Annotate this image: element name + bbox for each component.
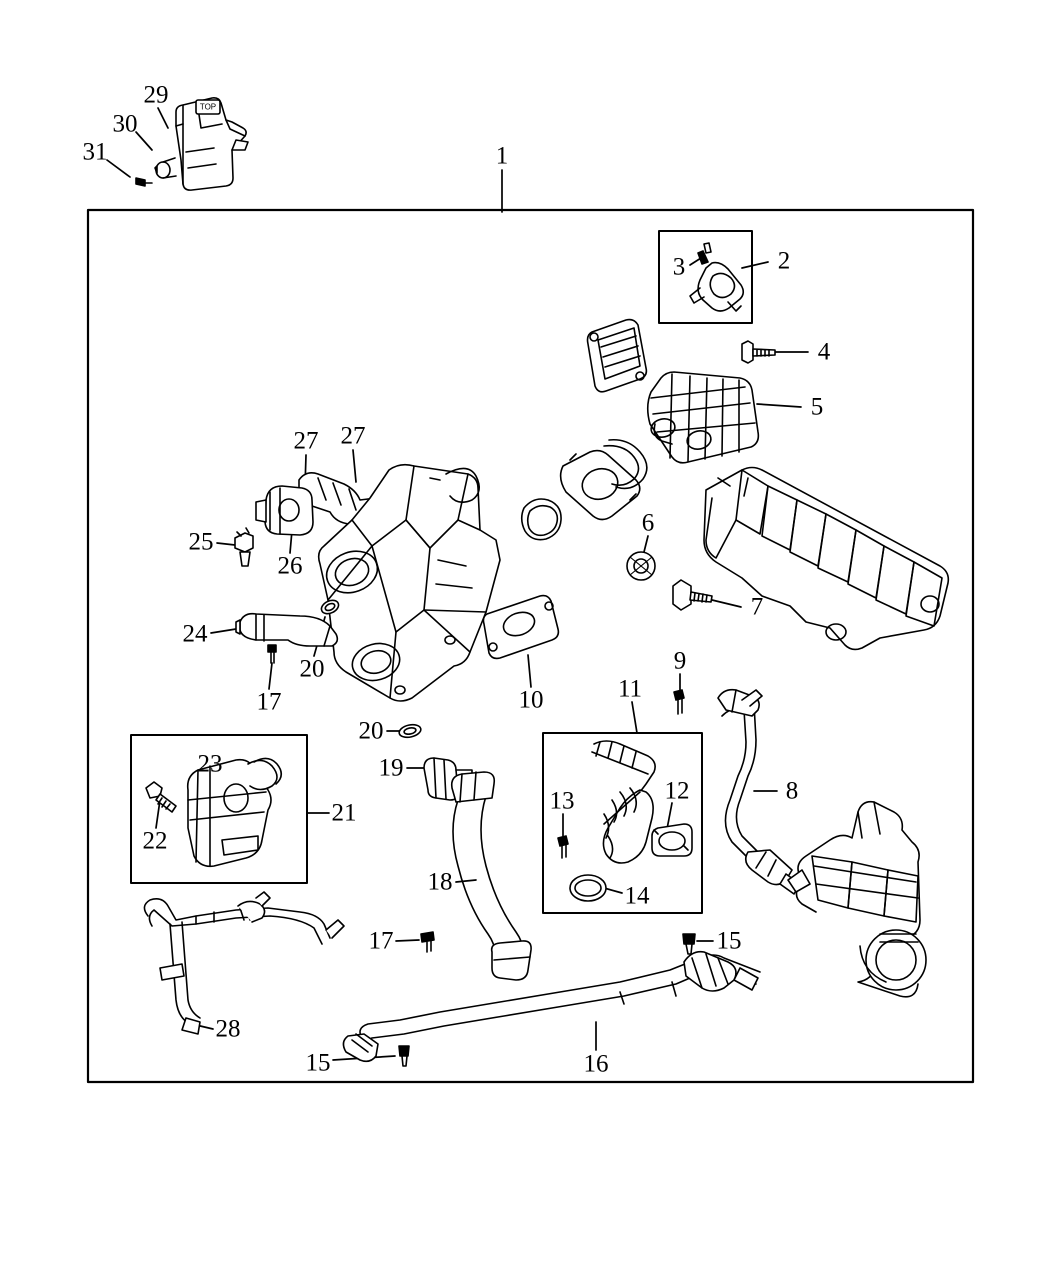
callout-20: 20 (299, 655, 325, 683)
callout-1: 1 (495, 142, 509, 170)
callout-5: 5 (810, 393, 824, 421)
callout-20-lower: 20 (358, 717, 384, 745)
part-gasket-oval (522, 499, 561, 540)
callout-25: 25 (188, 528, 214, 556)
part-6-grommet (627, 552, 655, 580)
callout-19: 19 (378, 754, 404, 782)
callout-27: 27 (293, 427, 319, 455)
part-egr-valve-body (561, 440, 647, 520)
callout-24: 24 (182, 620, 208, 648)
callout-9: 9 (673, 647, 687, 675)
callout-6: 6 (641, 509, 655, 537)
callout-26: 26 (277, 552, 303, 580)
callout-7: 7 (750, 593, 764, 621)
part-5-egr-cooler (648, 372, 759, 463)
part-2-valve (690, 243, 743, 311)
part-7-bolt (673, 580, 712, 610)
callout-3: 3 (672, 253, 686, 281)
callout-4: 4 (817, 338, 831, 366)
callout-17: 17 (256, 688, 282, 716)
callout-16: 16 (583, 1050, 609, 1078)
part-4-bolt (742, 341, 775, 363)
callout-21: 21 (331, 799, 357, 827)
callout-2: 2 (777, 247, 791, 275)
callout-15-left: 15 (305, 1049, 331, 1077)
callout-31: 31 (82, 138, 108, 166)
callout-12: 12 (664, 777, 690, 805)
callout-8: 8 (785, 777, 799, 805)
callout-11: 11 (617, 675, 643, 703)
part-14-oring (570, 875, 606, 901)
part-5-cover-plate (588, 320, 647, 392)
part-12-gasket (652, 824, 692, 856)
part-11-flex-pipe (592, 741, 655, 863)
callout-18: 18 (427, 868, 453, 896)
part-15-clip-left (399, 1046, 409, 1066)
callout-22: 22 (142, 827, 168, 855)
callout-28: 28 (215, 1015, 241, 1043)
part-marking-top: TOP (199, 102, 217, 112)
part-15-clip-right (683, 934, 695, 954)
part-26-thermostat-housing (256, 486, 313, 535)
part-10-gasket (483, 596, 558, 659)
callout-23: 23 (197, 750, 223, 778)
part-17-bolt-lower (421, 932, 434, 952)
part-oil-cooler-turbo (788, 802, 926, 997)
part-18-hose (452, 772, 531, 980)
callout-27-right: 27 (340, 422, 366, 450)
callout-14: 14 (624, 882, 650, 910)
callout-10: 10 (518, 686, 544, 714)
part-16-fuel-line (343, 952, 760, 1062)
callout-29: 29 (143, 81, 169, 109)
part-20-seal-lower (398, 723, 422, 739)
part-intake-manifold (704, 468, 948, 650)
part-28-hose-assembly (144, 892, 344, 1034)
part-17-bolt-upper (268, 645, 276, 663)
callout-13: 13 (549, 787, 575, 815)
part-9-bolt (674, 690, 684, 714)
callout-17-lower: 17 (368, 927, 394, 955)
part-25-sensor (235, 528, 253, 566)
callout-30: 30 (112, 110, 138, 138)
callout-15: 15 (716, 927, 742, 955)
part-24-water-tube (236, 614, 337, 646)
part-13-bolt (558, 836, 568, 858)
part-22-bolt (146, 782, 176, 812)
part-29-sensor-assembly (136, 98, 248, 190)
